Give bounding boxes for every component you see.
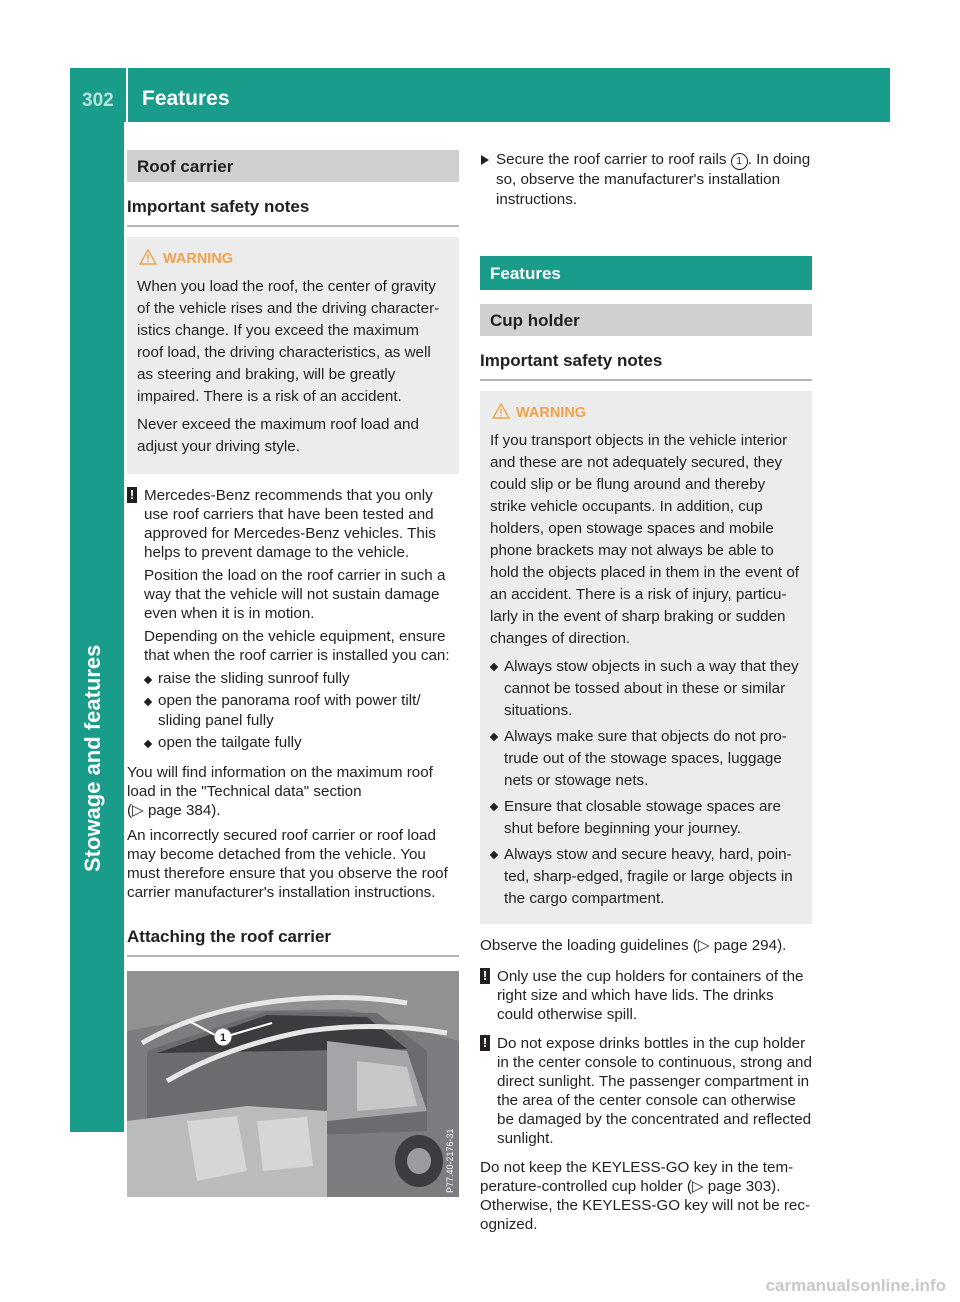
warning-box [480, 391, 812, 924]
paragraph-info [127, 763, 459, 820]
list-item: Always stow and secure heavy, hard, pointed, sharp-edged, fragile or large objects in the cargo compartment. [490, 844, 802, 910]
page-number: 302 [82, 90, 114, 111]
subhead-safety-notes: Important safety notes [480, 344, 812, 381]
callout-1-icon: 1 [731, 153, 748, 170]
header-divider [126, 68, 128, 122]
note-text: Depending on the vehicle equipment, ensure that when the roof carrier is installed you can: [144, 628, 450, 664]
warning-text: If you transport objects in the vehicle interior and these are not adequately secured, they could slip or be flung around and thereby strike vehicle occupants. In addition, cup holders, open stowage spaces and mobile phone brackets may not always be able to hold the objects placed in them in the event of an accident. There is a risk of injury, particularly in the event of sharp braking or sudden changes of direction. [490, 432, 800, 647]
warning-title [137, 249, 449, 270]
section-title-features: Features [480, 256, 812, 290]
warning-triangle-icon [139, 249, 157, 265]
warning-text: Never exceed the maximum roof load and adjust your driving style. [137, 416, 419, 455]
note-text: Position the load on the roof carrier in such a way that the vehicle will not sustain damage even when it is in motion. [144, 567, 446, 622]
list-item: Ensure that closable stowage spaces are shut before beginning your journey. [490, 796, 802, 840]
figure-callout: 1 [219, 1032, 227, 1044]
exclamation-icon: ! [127, 487, 137, 503]
sunlight-note [480, 1034, 812, 1148]
warning-title-text: WARNING [516, 405, 587, 421]
paragraph-loading: Observe the loading guidelines (▷ page 294). [480, 937, 787, 954]
step-text: . In doing so, observe the manufacturer's installation instructions. [496, 151, 811, 208]
warning-title [490, 403, 802, 424]
section-title-cup-holder: Cup holder [480, 304, 812, 336]
warning-triangle-icon [492, 403, 510, 419]
warning-box [127, 237, 459, 474]
chapter-side-tab [70, 122, 124, 1132]
warning-text: When you load the roof, the center of gravity of the vehicle rises and the driving characteristics change. If you exceed the maximum roof load, the driving characteristics, as well as steering and braking, will be greatly impaired. There is a risk of an accident. [137, 278, 440, 405]
list-item: open the panorama roof with power tilt/ sliding panel fully [144, 691, 459, 731]
list-item: Always make sure that objects do not protrude out of the stowage spaces, luggage nets or stowage nets. [490, 726, 802, 792]
step-text: Secure the roof carrier to roof rails [496, 151, 727, 168]
cup-size-note [480, 967, 812, 1024]
warning-title-text: WARNING [163, 251, 234, 267]
note-text: Only use the cup holders for containers of the right size and which have lids. The drinks could otherwise spill. [497, 968, 804, 1023]
subhead-safety-notes: Important safety notes [127, 190, 459, 227]
list-item: open the tailgate fully [144, 733, 459, 753]
note-text: Mercedes-Benz recommends that you only use roof carriers that have been tested and approved for Mercedes-Benz vehicles. This helps to prevent damage to the vehicle. [144, 487, 436, 561]
paragraph-keyless: Do not keep the KEYLESS-GO key in the temperature-controlled cup holder (▷ page 303). Otherwise, the KEYLESS-GO key will not be recognized. [480, 1159, 811, 1233]
suv-roof-illustration [127, 971, 459, 1197]
chapter-label: Stowage and features [80, 644, 105, 872]
exclamation-icon: ! [480, 1035, 490, 1051]
subhead-attaching: Attaching the roof carrier [127, 920, 459, 957]
figure-code: P77.40-2176-31 [445, 1128, 455, 1193]
page-header [70, 68, 890, 122]
header-title: Features [142, 87, 230, 110]
exclamation-icon: ! [480, 968, 490, 984]
roof-carrier-figure [127, 971, 459, 1197]
list-item: raise the sliding sunroof fully [144, 669, 459, 689]
page-reference-link[interactable]: (▷ page 384). [127, 802, 221, 819]
paragraph-text: You will find information on the maximum roof load in the "Technical data" section [127, 764, 433, 800]
section-title-roof-carrier: Roof carrier [127, 150, 459, 182]
note-text: Do not expose drinks bottles in the cup holder in the center console to continuous, strong and direct sunlight. The passenger compartment in the area of the center console can otherwise be damaged by the concentrated and reflected sunlight. [497, 1035, 812, 1147]
list-item: Always stow objects in such a way that they cannot be tossed about in these or similar situations. [490, 656, 802, 722]
step-arrow-icon [481, 155, 489, 165]
instruction-step [480, 150, 812, 210]
right-column [480, 150, 812, 1240]
watermark: carmanualsonline.info [765, 1276, 946, 1295]
paragraph-detach: An incorrectly secured roof carrier or roof load may become detached from the vehicle. You must therefore ensure that you observe the roof carrier manufacturer's installation instructions. [127, 827, 448, 901]
damage-note [127, 486, 459, 753]
left-column [127, 150, 459, 1197]
